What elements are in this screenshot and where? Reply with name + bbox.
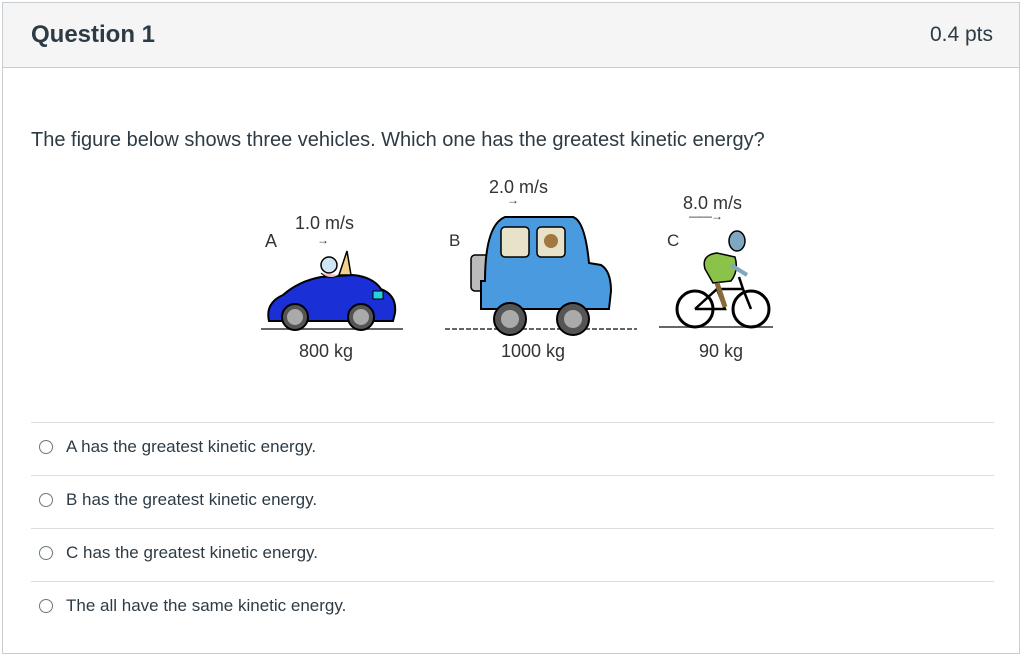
question-points: 0.4 pts — [929, 23, 993, 46]
radio-button[interactable] — [39, 546, 53, 560]
question-header — [3, 3, 1019, 68]
answer-option-c[interactable] — [31, 528, 994, 581]
vehicle-c-speed: 8.0 m/s — [683, 193, 743, 213]
small-car-icon — [261, 251, 403, 330]
answer-list — [31, 422, 994, 634]
vehicle-c-arrow: ——→ — [689, 209, 722, 223]
answer-label: The all have the same kinetic energy. — [66, 596, 347, 615]
question-title: Question 1 — [31, 21, 156, 48]
jeep-icon — [445, 217, 637, 335]
answer-option-d[interactable] — [31, 581, 994, 634]
answer-label: B has the greatest kinetic energy. — [66, 490, 318, 509]
vehicle-c-letter: C — [667, 231, 680, 250]
vehicles-figure — [255, 171, 775, 381]
vehicle-b-mass: 1000 kg — [501, 341, 566, 361]
vehicle-c-mass: 90 kg — [699, 341, 744, 361]
radio-button[interactable] — [39, 440, 53, 454]
vehicle-a-letter: A — [265, 231, 278, 251]
vehicle-b-letter: B — [449, 231, 461, 250]
radio-button[interactable] — [39, 493, 53, 507]
vehicle-b-arrow: → — [507, 193, 519, 207]
question-card — [2, 2, 1020, 654]
answer-label: A has the greatest kinetic energy. — [66, 437, 317, 456]
vehicle-a-mass: 800 kg — [299, 341, 354, 361]
vehicle-a-arrow: → — [317, 233, 329, 247]
answer-option-b[interactable] — [31, 475, 994, 528]
radio-button[interactable] — [39, 599, 53, 613]
vehicle-b-speed: 2.0 m/s — [489, 177, 549, 197]
answer-label: C has the greatest kinetic energy. — [66, 543, 318, 562]
answer-option-a[interactable] — [31, 422, 994, 475]
vehicle-a-speed: 1.0 m/s — [295, 213, 355, 233]
question-prompt: The figure below shows three vehicles. Which one has the greatest kinetic energy? — [31, 129, 765, 151]
